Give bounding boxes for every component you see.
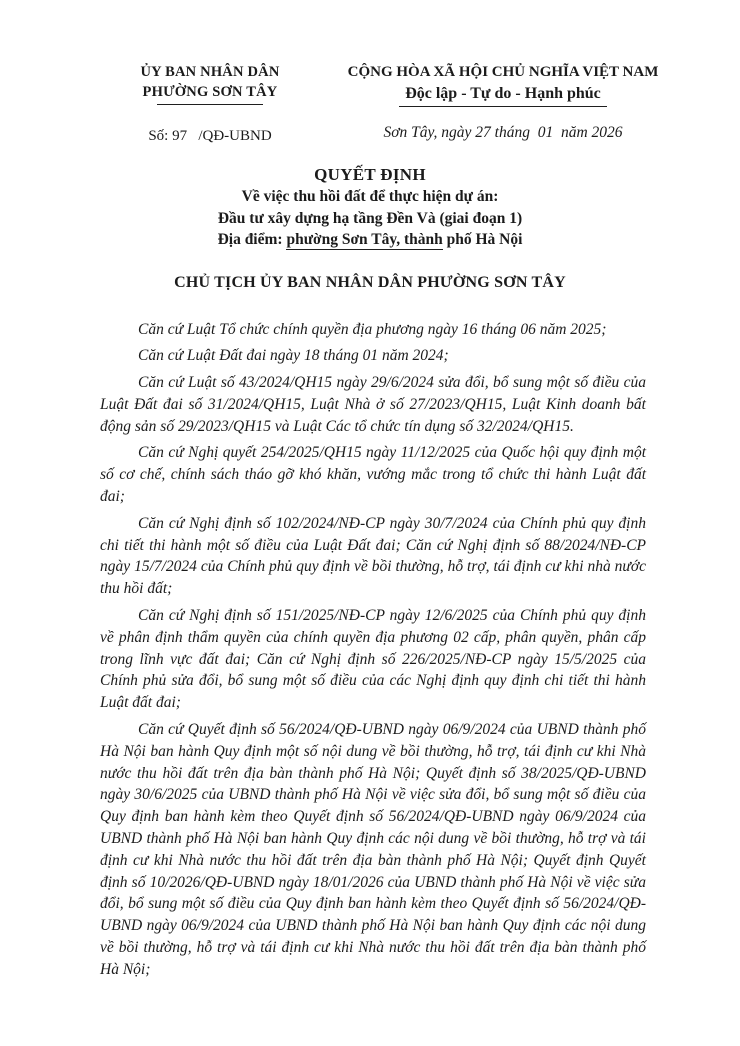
location-prefix: Địa điểm: [217, 231, 287, 248]
legal-basis-paragraph: Căn cứ Quyết định số 56/2024/QĐ-UBND ngày 06/9/2024 của UBND thành phố Hà Nội ban hành Quy định một số nội dung về bồi thường, hỗ trợ, tái định cư khi Nhà nước thu hồi đất trên địa bàn thành phố Hà Nội; Quyết định số 38/2025/QĐ-UBND ngày 30/6/2025 của UBND thành phố Hà Nội về việc sửa đổi, bổ sung một số điều của Quy định ban hành kèm theo Quyết định số 56/2024/QĐ-UBND ngày 06/9/2024 của UBND thành phố Hà Nội ban hành Quy định các nội dung về bồi thường, hỗ trợ và tái định cư khi Nhà nước thu hồi đất trên địa bàn thành phố Hà Nội; Quyết định Quyết định số 10/2026/QĐ-UBND ngày 18/01/2026 của UBND thành phố Hà Nội về việc sửa đổi, bổ sung một số điều của Quy định ban hành kèm theo Quyết định số 56/2024/QĐ-UBND ngày 06/9/2024 của UBND thành phố Hà Nội ban hành Quy định các nội dung về bồi thường, hỗ trợ và tái định cư khi Nhà nước thu hồi đất trên địa bàn thành phố Hà Nội; [100, 721, 646, 978]
issuing-agency-line2: PHƯỜNG SƠN TÂY [142, 84, 278, 100]
document-header [0, 0, 740, 146]
legal-basis-paragraph: Căn cứ Nghị định số 151/2025/NĐ-CP ngày 12/6/2025 của Chính phủ quy định về phân định thẩm quyền của chính quyền địa phương 02 cấp, phân quyền, phân cấp trong lĩnh vực đất đai; Căn cứ Nghị định số 226/2025/NĐ-CP ngày 15/5/2025 của Chính phủ sửa đổi, bổ sung một số điều của các Nghị định quy định chi tiết thi hành Luật đất đai; [100, 607, 646, 712]
issuing-authority-title: CHỦ TỊCH ỦY BAN NHÂN DÂN PHƯỜNG SƠN TÂY [174, 273, 566, 291]
location-underlined-text: phường Sơn Tây, thành [286, 231, 443, 248]
place-date-line: Sơn Tây, ngày 27 tháng 01 năm 2026 [383, 124, 623, 141]
national-motto-line2: Độc lập - Tự do - Hạnh phúc [399, 83, 607, 107]
location-suffix: phố Hà Nội [442, 231, 523, 248]
legal-basis-paragraph: Căn cứ Luật Đất đai ngày 18 tháng 01 năm 2024; [138, 347, 449, 365]
document-subject-line2: Đầu tư xây dựng hạ tầng Đền Và (giai đoạn 1) [217, 209, 523, 227]
legal-basis-section [100, 319, 646, 981]
document-subject-line1: Về việc thu hồi đất để thực hiện dự án: [241, 188, 499, 205]
document-location-line [0, 229, 740, 251]
issuing-agency-underline [157, 104, 263, 105]
document-number: Số: 97 /QĐ-UBND [148, 128, 272, 144]
issuing-agency-block [120, 62, 300, 146]
issuing-agency-line1: ỦY BAN NHÂN DÂN [140, 64, 280, 80]
document-title: QUYẾT ĐỊNH [314, 165, 426, 184]
legal-basis-paragraph: Căn cứ Nghị định số 102/2024/NĐ-CP ngày 30/7/2024 của Chính phủ quy định chi tiết thi hành một số điều của Luật Đất đai; Căn cứ Nghị định số 88/2024/NĐ-CP ngày 15/7/2024 của Chính phủ quy định về bồi thường, hỗ trợ, tái định cư khi nhà nước thu hồi đất; [100, 514, 646, 598]
legal-basis-paragraph: Căn cứ Luật số 43/2024/QH15 ngày 29/6/2024 sửa đổi, bổ sung một số điều của Luật Đất đai số 31/2024/QH15, Luật Nhà ở số 27/2023/QH15, Luật Kinh doanh bất động sản số 29/2023/QH15 và Luật Các tổ chức tín dụng số 32/2024/QH15. [100, 374, 646, 435]
legal-basis-paragraph: Căn cứ Luật Tổ chức chính quyền địa phương ngày 16 tháng 06 năm 2025; [138, 320, 607, 338]
national-heading-block [324, 62, 682, 143]
national-motto-line1: CỘNG HÒA XÃ HỘI CHỦ NGHĨA VIỆT NAM [347, 64, 659, 80]
document-title-block [0, 163, 740, 251]
legal-basis-paragraph: Căn cứ Nghị quyết 254/2025/QH15 ngày 11/12/2025 của Quốc hội quy định một số cơ chế, chính sách tháo gỡ khó khăn, vướng mắc trong tổ chức thi hành Luật đất đai; [100, 444, 646, 506]
